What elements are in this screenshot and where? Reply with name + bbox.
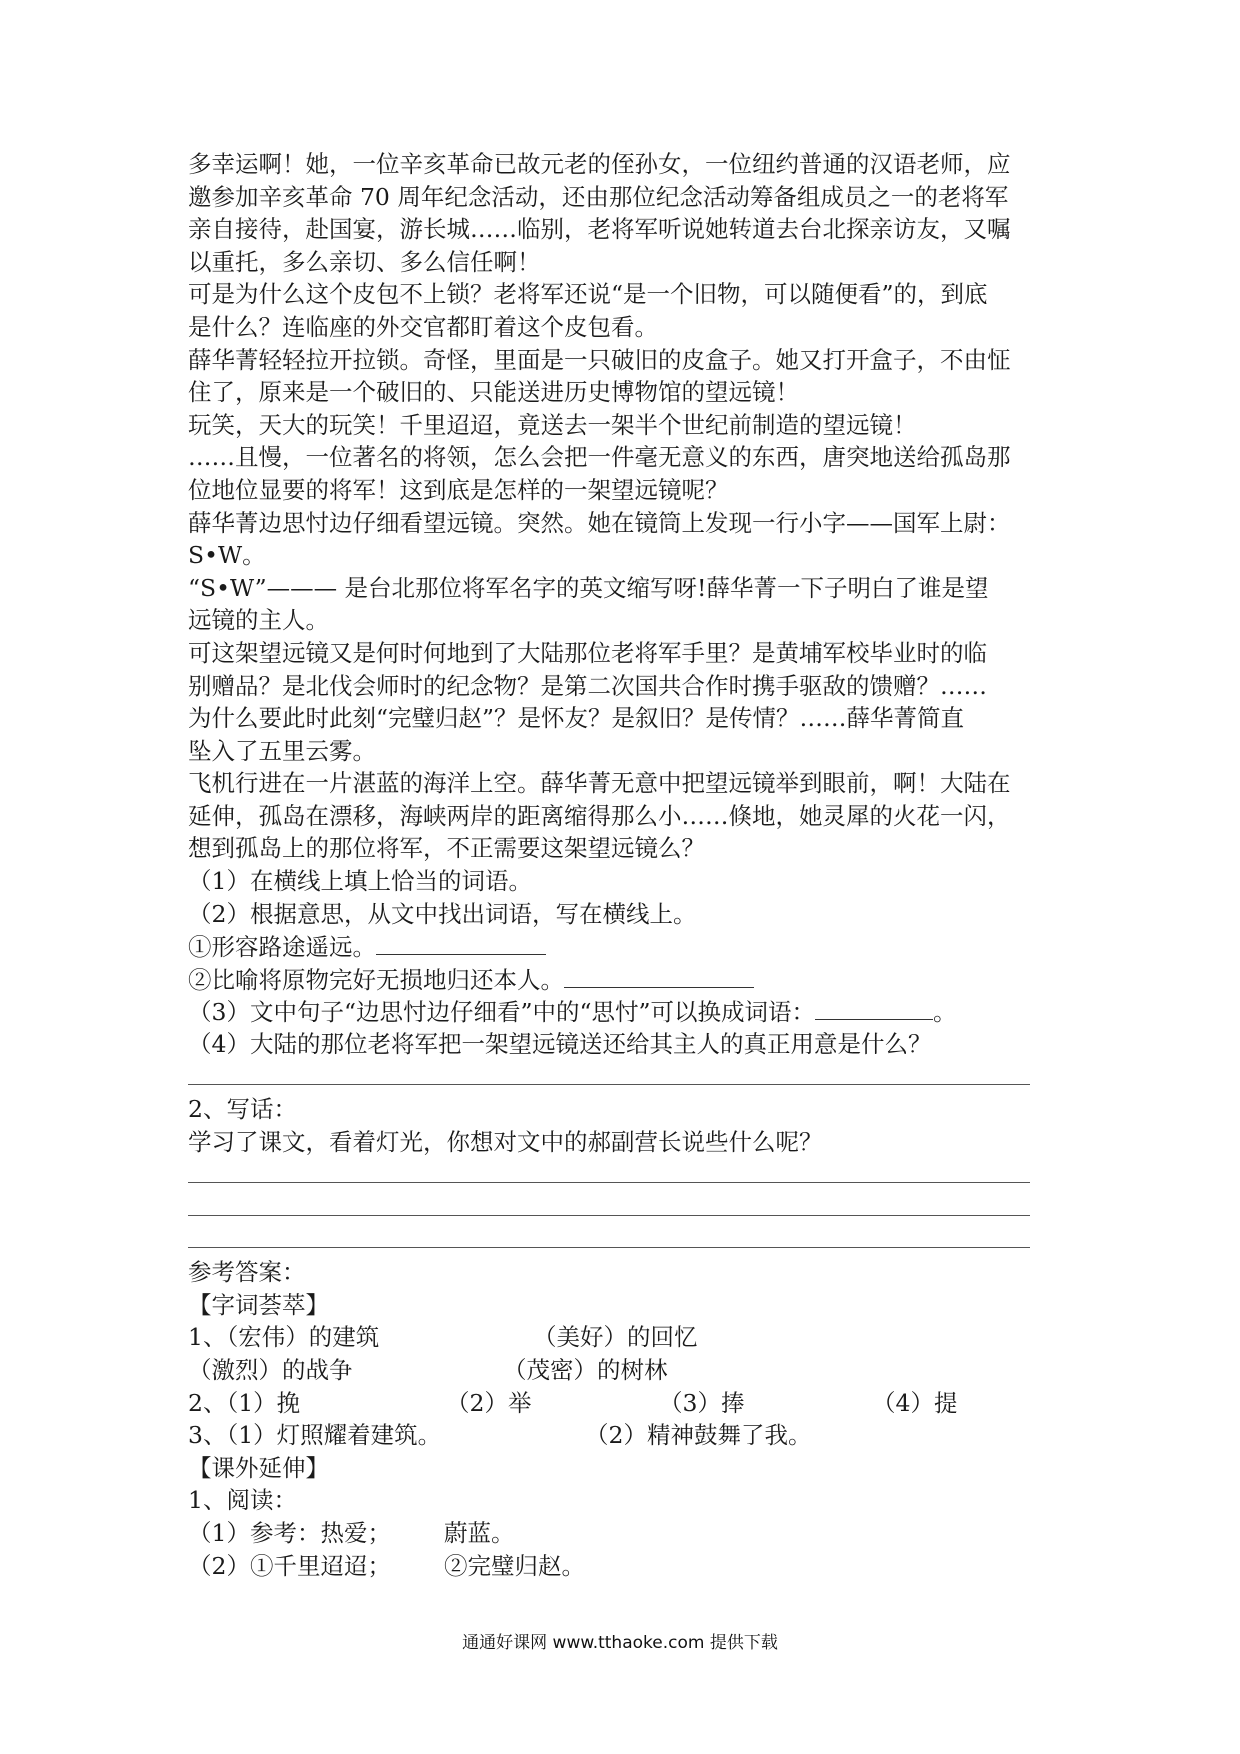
answers-row bbox=[188, 1419, 1058, 1452]
answer-line[interactable] bbox=[188, 1061, 1058, 1094]
answer-item: ②完璧归赵。 bbox=[444, 1551, 585, 1580]
passage-line: 可这架望远镜又是何时何地到了大陆那位老将军手里？是黄埔军校毕业时的临 bbox=[188, 638, 987, 667]
question-3 bbox=[188, 995, 1058, 1028]
passage-line: ……且慢，一位著名的将领，怎么会把一件毫无意义的东西，唐突地送给孤岛那 bbox=[188, 443, 1011, 472]
passage-line: 想到孤岛上的那位将军，不正需要这架望远镜么？ bbox=[188, 834, 705, 863]
answer-line[interactable] bbox=[188, 1191, 1058, 1224]
answer-line[interactable] bbox=[188, 1224, 1058, 1257]
answers-title: 参考答案： bbox=[188, 1258, 306, 1287]
question-4: （4）大陆的那位老将军把一架望远镜送还给其主人的真正用意是什么？ bbox=[188, 1030, 932, 1059]
question-2a bbox=[188, 930, 1058, 963]
question-3-end: 。 bbox=[933, 998, 957, 1027]
answers-row bbox=[188, 1517, 1058, 1550]
question-2: （2）根据意思，从文中找出词语，写在横线上。 bbox=[188, 899, 697, 928]
page-footer: 通通好课网 www.tthaoke.com 提供下载 bbox=[462, 1633, 778, 1653]
answer-line[interactable] bbox=[188, 1158, 1058, 1191]
passage-line: S•W。 bbox=[188, 541, 266, 570]
passage-line: 薛华菁边思忖边仔细看望远镜。突然。她在镜筒上发现一行小字——国军上尉： bbox=[188, 508, 1011, 537]
passage-line: 是什么？连临座的外交官都盯着这个皮包看。 bbox=[188, 312, 658, 341]
answer-blank[interactable] bbox=[815, 995, 933, 1020]
passage-line: 亲自接待，赴国宴，游长城……临别，老将军听说她转道去台北探亲访友，又嘱 bbox=[188, 215, 1011, 244]
passage-line: 为什么要此时此刻“完璧归赵”？是怀友？是叙旧？是传情？……薛华菁简直 bbox=[188, 704, 965, 733]
passage-line: “S•W”——— 是台北那位将军名字的英文缩写呀!薛华菁一下子明白了谁是望 bbox=[188, 573, 989, 602]
answer-item: （茂密）的树林 bbox=[503, 1355, 668, 1384]
answer-item: （2）举 bbox=[446, 1388, 532, 1417]
document-body bbox=[188, 148, 1058, 1582]
passage-line: 住了，原来是一个破旧的、只能送进历史博物馆的望远镜！ bbox=[188, 378, 799, 407]
answer-item: （激烈）的战争 bbox=[188, 1355, 353, 1384]
answers-row bbox=[188, 1550, 1058, 1583]
question-2b bbox=[188, 963, 1058, 996]
answer-item: 3、（1）灯照耀着建筑。 bbox=[188, 1421, 442, 1450]
answer-item: （2）①千里迢迢； bbox=[188, 1551, 391, 1580]
question-2b-text: ②比喻将原物完好无损地归还本人。 bbox=[188, 965, 564, 994]
answer-item: 2、（1）挽 bbox=[188, 1388, 301, 1417]
writing-heading: 2、写话： bbox=[188, 1095, 297, 1124]
answer-item: 蔚蓝。 bbox=[444, 1518, 515, 1547]
passage-line: 坠入了五里云雾。 bbox=[188, 736, 376, 765]
question-2a-text: ①形容路途遥远。 bbox=[188, 933, 376, 962]
answer-item: （美好）的回忆 bbox=[533, 1323, 698, 1352]
writing-prompt: 学习了课文，看着灯光，你想对文中的郝副营长说些什么呢？ bbox=[188, 1127, 823, 1156]
passage-line: 远镜的主人。 bbox=[188, 606, 329, 635]
passage-line: 别赠品？是北伐会师时的纪念物？是第二次国共合作时携手驱敌的馈赠？…… bbox=[188, 671, 987, 700]
passage-line: 以重托，多么亲切、多么信任啊！ bbox=[188, 247, 541, 276]
answer-item: （2）精神鼓舞了我。 bbox=[585, 1421, 812, 1450]
passage-line: 薛华菁轻轻拉开拉锁。奇怪，里面是一只破旧的皮盒子。她又打开盒子，不由怔 bbox=[188, 345, 1011, 374]
passage-line: 玩笑，天大的玩笑！千里迢迢，竟送去一架半个世纪前制造的望远镜！ bbox=[188, 410, 917, 439]
answers-row bbox=[188, 1354, 1058, 1387]
question-1: （1）在横线上填上恰当的词语。 bbox=[188, 867, 532, 896]
answers-row: 1、阅读： bbox=[188, 1486, 297, 1515]
answers-section-1: 【字词荟萃】 bbox=[188, 1290, 329, 1319]
answer-blank[interactable] bbox=[376, 930, 546, 955]
passage-line: 位地位显要的将军！这到底是怎样的一架望远镜呢？ bbox=[188, 475, 729, 504]
passage-line: 多幸运啊！她，一位辛亥革命已故元老的侄孙女，一位纽约普通的汉语老师，应 bbox=[188, 150, 1011, 178]
passage-line: 延伸，孤岛在漂移，海峡两岸的距离缩得那么小……倏地，她灵犀的火花一闪， bbox=[188, 801, 1011, 830]
question-3-text: （3）文中句子“边思忖边仔细看”中的“思忖”可以换成词语： bbox=[188, 998, 816, 1027]
answers-section-2: 【课外延伸】 bbox=[188, 1453, 329, 1482]
answers-row bbox=[188, 1387, 1058, 1420]
answer-item: （3）捧 bbox=[659, 1388, 745, 1417]
answer-item: （1）参考：热爱； bbox=[188, 1518, 391, 1547]
passage-line: 邀参加辛亥革命 70 周年纪念活动，还由那位纪念活动筹备组成员之一的老将军 bbox=[188, 182, 1009, 211]
answer-item: 1、（宏伟）的建筑 bbox=[188, 1323, 380, 1352]
answer-blank[interactable] bbox=[564, 963, 754, 988]
passage-line: 飞机行进在一片湛蓝的海洋上空。薛华菁无意中把望远镜举到眼前，啊！大陆在 bbox=[188, 769, 1011, 798]
answer-item: （4）提 bbox=[872, 1388, 958, 1417]
answers-row bbox=[188, 1321, 1058, 1354]
passage-line: 可是为什么这个皮包不上锁？老将军还说“是一个旧物，可以随便看”的，到底 bbox=[188, 280, 988, 309]
